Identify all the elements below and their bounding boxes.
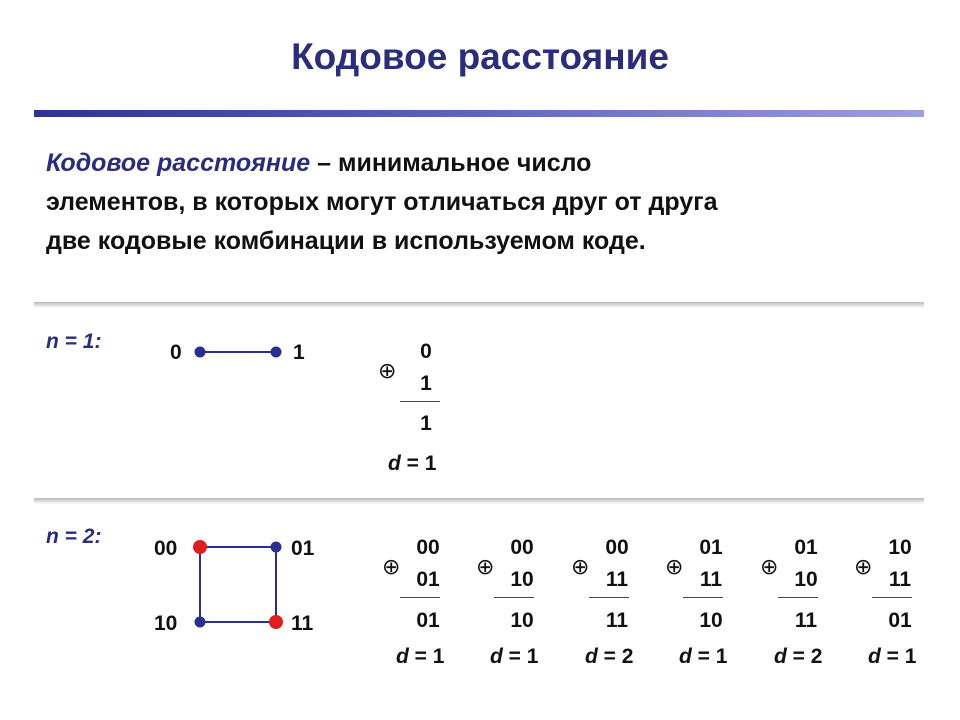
n2-vertex-11-label: 11 [291, 612, 314, 635]
definition-line1: – минимальное число [310, 149, 592, 177]
operand-b: 11 [605, 568, 629, 591]
distance-symbol: d [388, 452, 401, 475]
distance-symbol: d [679, 645, 692, 668]
operand-a: 0 [420, 340, 432, 363]
operand-a: 01 [699, 536, 723, 559]
distance-label [490, 645, 538, 669]
sum-line [778, 597, 818, 598]
operand-b: 1 [420, 372, 432, 395]
distance-value: = 1 [502, 645, 539, 668]
sum-line [400, 597, 440, 598]
xor-result: 10 [699, 609, 723, 632]
definition-term: Кодовое расстояние [46, 149, 311, 177]
distance-value: = 2 [786, 645, 823, 668]
xor-symbol: ⊕ [760, 554, 779, 579]
distance-label [679, 645, 727, 669]
distance-symbol: d [490, 645, 503, 668]
xor-symbol: ⊕ [854, 554, 873, 579]
distance-value: = 1 [408, 645, 445, 668]
distance-label [396, 645, 444, 669]
n2-node-10 [195, 617, 206, 628]
operand-a: 00 [510, 536, 534, 559]
operand-a: 00 [605, 536, 629, 559]
distance-symbol: d [774, 645, 787, 668]
n2-xor-calc [854, 536, 934, 676]
xor-symbol: ⊕ [378, 358, 397, 383]
distance-value: = 1 [400, 452, 437, 475]
distance-label [585, 645, 633, 669]
operand-b: 11 [888, 568, 912, 591]
n1-vertex-1-label: 1 [293, 341, 305, 364]
distance-symbol: d [868, 645, 881, 668]
slide-title: Кодовое расстояние [291, 36, 669, 77]
sum-line [589, 597, 629, 598]
distance-value: = 1 [691, 645, 728, 668]
distance-symbol: d [585, 645, 598, 668]
xor-symbol: ⊕ [571, 554, 590, 579]
distance-symbol: d [396, 645, 409, 668]
xor-result: 1 [420, 412, 432, 435]
operand-b: 10 [510, 568, 534, 591]
n1-label: n = 1: [46, 330, 102, 353]
operand-a: 00 [416, 536, 440, 559]
sum-line [683, 597, 723, 598]
xor-symbol: ⊕ [476, 554, 495, 579]
operand-a: 10 [888, 536, 912, 559]
n2-vertex-01-label: 01 [291, 537, 315, 560]
n2-xor-calc [382, 536, 462, 676]
xor-symbol: ⊕ [382, 554, 401, 579]
operand-b: 11 [699, 568, 723, 591]
sum-line [872, 597, 912, 598]
definition-line3: две кодовые комбинации в используемом коде. [46, 227, 646, 255]
sum-line [494, 597, 534, 598]
n2-node-00 [193, 540, 207, 554]
n1-vertex-0-label: 0 [170, 341, 182, 364]
n2-node-01 [271, 542, 282, 553]
xor-result: 01 [888, 609, 912, 632]
n2-vertex-00-label: 00 [154, 537, 178, 560]
n2-label: n = 2: [46, 525, 102, 548]
definition-line2: элементов, в которых могут отличаться друг от друга [46, 188, 718, 216]
distance-label [868, 645, 916, 669]
xor-result: 01 [416, 609, 440, 632]
n2-xor-calc [571, 536, 651, 676]
operand-a: 01 [794, 536, 818, 559]
distance-label [774, 645, 822, 669]
distance-value: = 2 [597, 645, 634, 668]
xor-result: 10 [510, 609, 534, 632]
n2-xor-calc [665, 536, 745, 676]
xor-result: 11 [794, 609, 818, 632]
operand-b: 10 [794, 568, 818, 591]
xor-result: 11 [605, 609, 629, 632]
xor-symbol: ⊕ [665, 554, 684, 579]
distance-value: = 1 [880, 645, 917, 668]
n2-xor-calc [760, 536, 840, 676]
n2-node-11 [269, 615, 283, 629]
n2-vertex-10-label: 10 [154, 612, 178, 635]
operand-b: 01 [416, 568, 440, 591]
n2-xor-calc [476, 536, 556, 676]
